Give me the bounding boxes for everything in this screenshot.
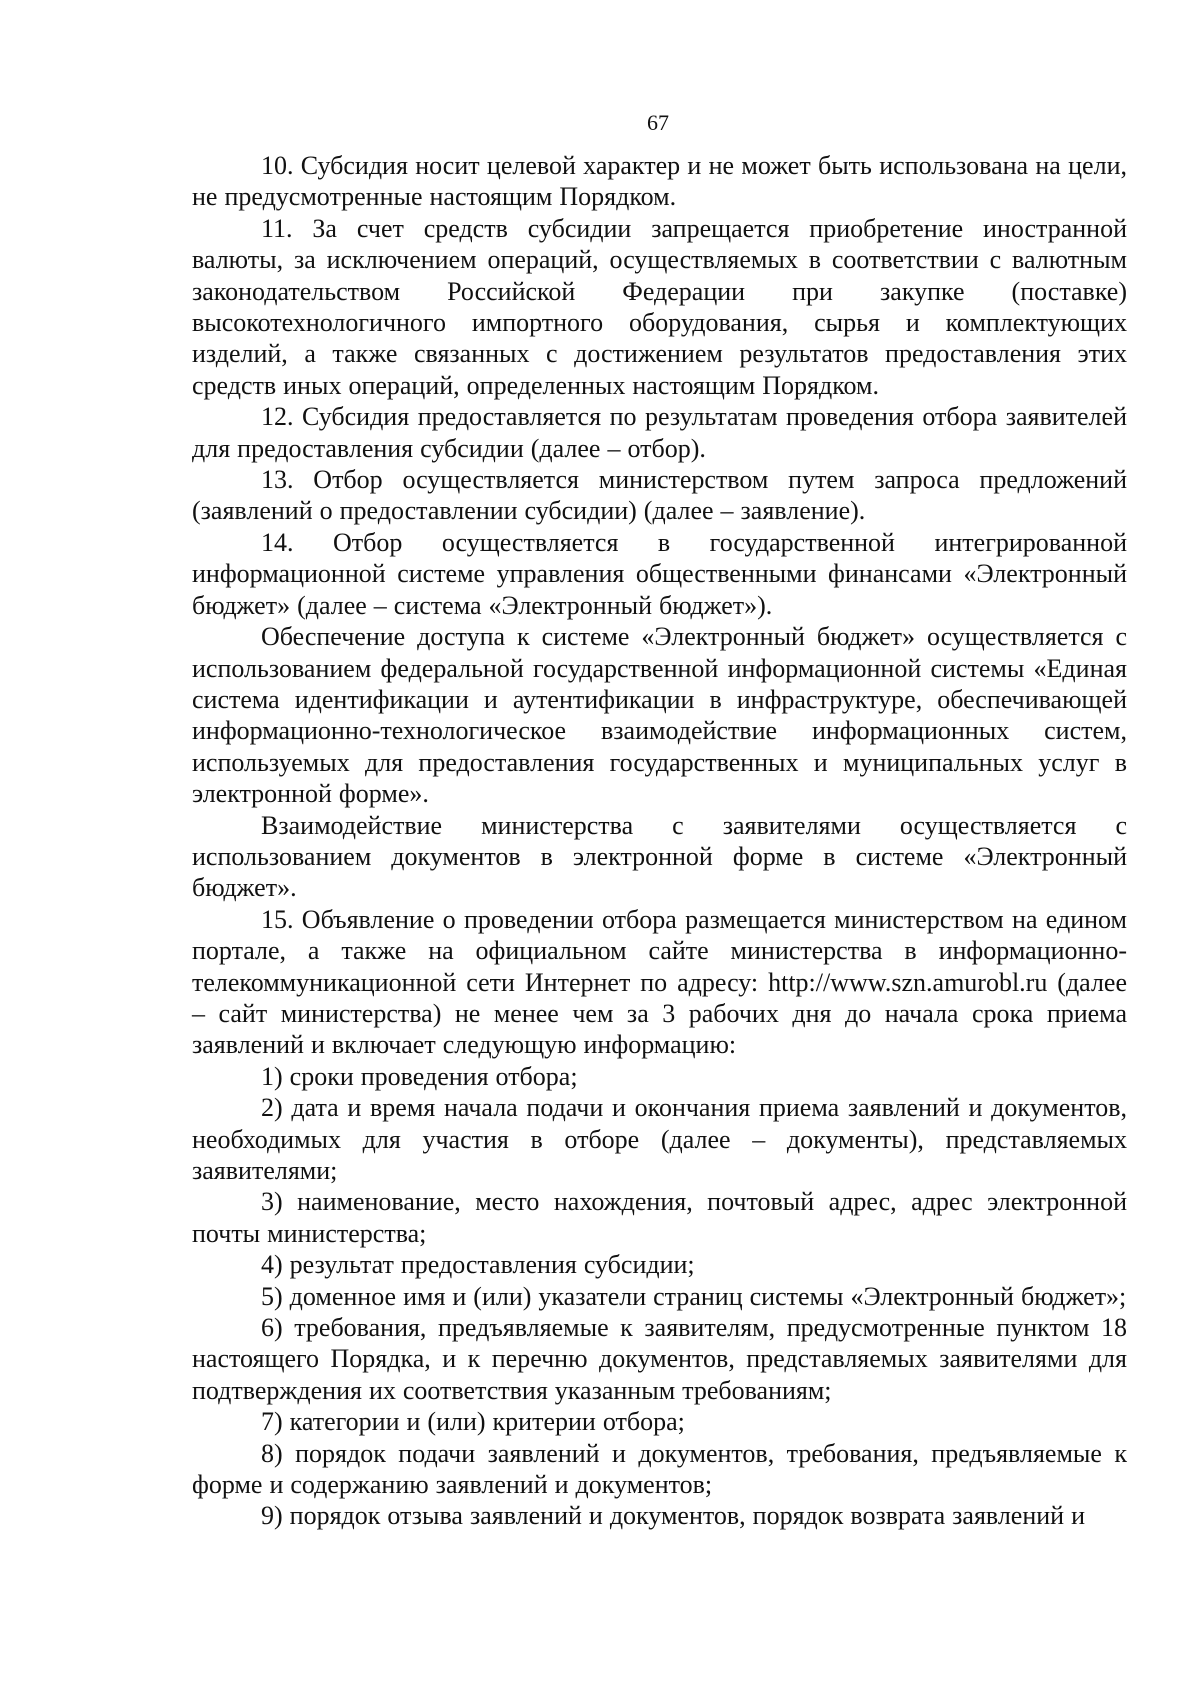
page-number: 67 (647, 110, 669, 135)
list-item-9: 9) порядок отзыва заявлений и документов, порядок возврата заявлений и (261, 1501, 1086, 1531)
paragraph-item-13: 13. Отбор осуществляется министерством путем запроса предложений (заявлений о предоставлении субсидии) (далее – заявление). (192, 465, 1127, 526)
list-item-4: 4) результат предоставления субсидии; (261, 1250, 695, 1280)
paragraph-item-12: 12. Субсидия предоставляется по результатам проведения отбора заявителей для предоставления субсидии (далее – отбор). (192, 402, 1127, 463)
list-item-2: 2) дата и время начала подачи и окончания приема заявлений и документов, необходимых для участия в отборе (далее – документы), представляемых заявителями; (192, 1093, 1127, 1185)
document-body (192, 150, 1127, 1532)
paragraph-item-14: 14. Отбор осуществляется в государственной интегрированной информационной системе управления общественными финансами «Электронный бюджет» (далее – система «Электронный бюджет»). (192, 527, 1127, 620)
paragraph-item-15: 15. Объявление о проведении отбора размещается министерством на едином портале, а также на официальном сайте министерства в информационно-телекоммуникационной сети Интернет по адресу: http://www.szn.amurobl.ru (далее – сайт министерства) не менее чем за 3 рабочих дня до начала срока приема заявлений и включает следующую информацию: (192, 904, 1127, 1060)
list-item-8: 8) порядок подачи заявлений и документов, требования, предъявляемые к форме и содержанию заявлений и документов; (192, 1438, 1127, 1500)
list-item-7: 7) категории и (или) критерии отбора; (261, 1407, 685, 1437)
paragraph-system-access: Обеспечение доступа к системе «Электронный бюджет» осуществляется с использованием федеральной государственной информационной системы «Единая система идентификации и аутентификации в инфраструктуре, обеспечивающей информационно-технологическое взаимодействие информационных систем, используемых для предоставления государственных и муниципальных услуг в электронной форме». (192, 622, 1127, 809)
list-item-5: 5) доменное имя и (или) указатели страниц системы «Электронный бюджет»; (261, 1281, 1127, 1311)
paragraph-item-10: 10. Субсидия носит целевой характер и не может быть использована на цели, не предусмотренные настоящим Порядком. (192, 151, 1127, 212)
list-item-6: 6) требования, предъявляемые к заявителям, предусмотренные пунктом 18 настоящего Порядка, и к перечню документов, представляемых заявителями для подтверждения их соответствия указанным требованиям; (192, 1313, 1127, 1405)
paragraph-item-11: 11. За счет средств субсидии запрещается приобретение иностранной валюты, за исключением операций, осуществляемых в соответствии с валютным законодательством Российской Федерации при закупке (поставке) высокотехнологичного импортного оборудования, сырья и комплектующих изделий, а также связанных с достижением результатов предоставления этих средств иных операций, определенных настоящим Порядком. (192, 213, 1127, 400)
list-item-3: 3) наименование, место нахождения, почтовый адрес, адрес электронной почты министерства; (192, 1187, 1127, 1248)
paragraph-interaction: Взаимодействие министерства с заявителями осуществляется с использованием документов в электронной форме в системе «Электронный бюджет». (192, 810, 1127, 903)
list-item-1: 1) сроки проведения отбора; (261, 1061, 578, 1091)
